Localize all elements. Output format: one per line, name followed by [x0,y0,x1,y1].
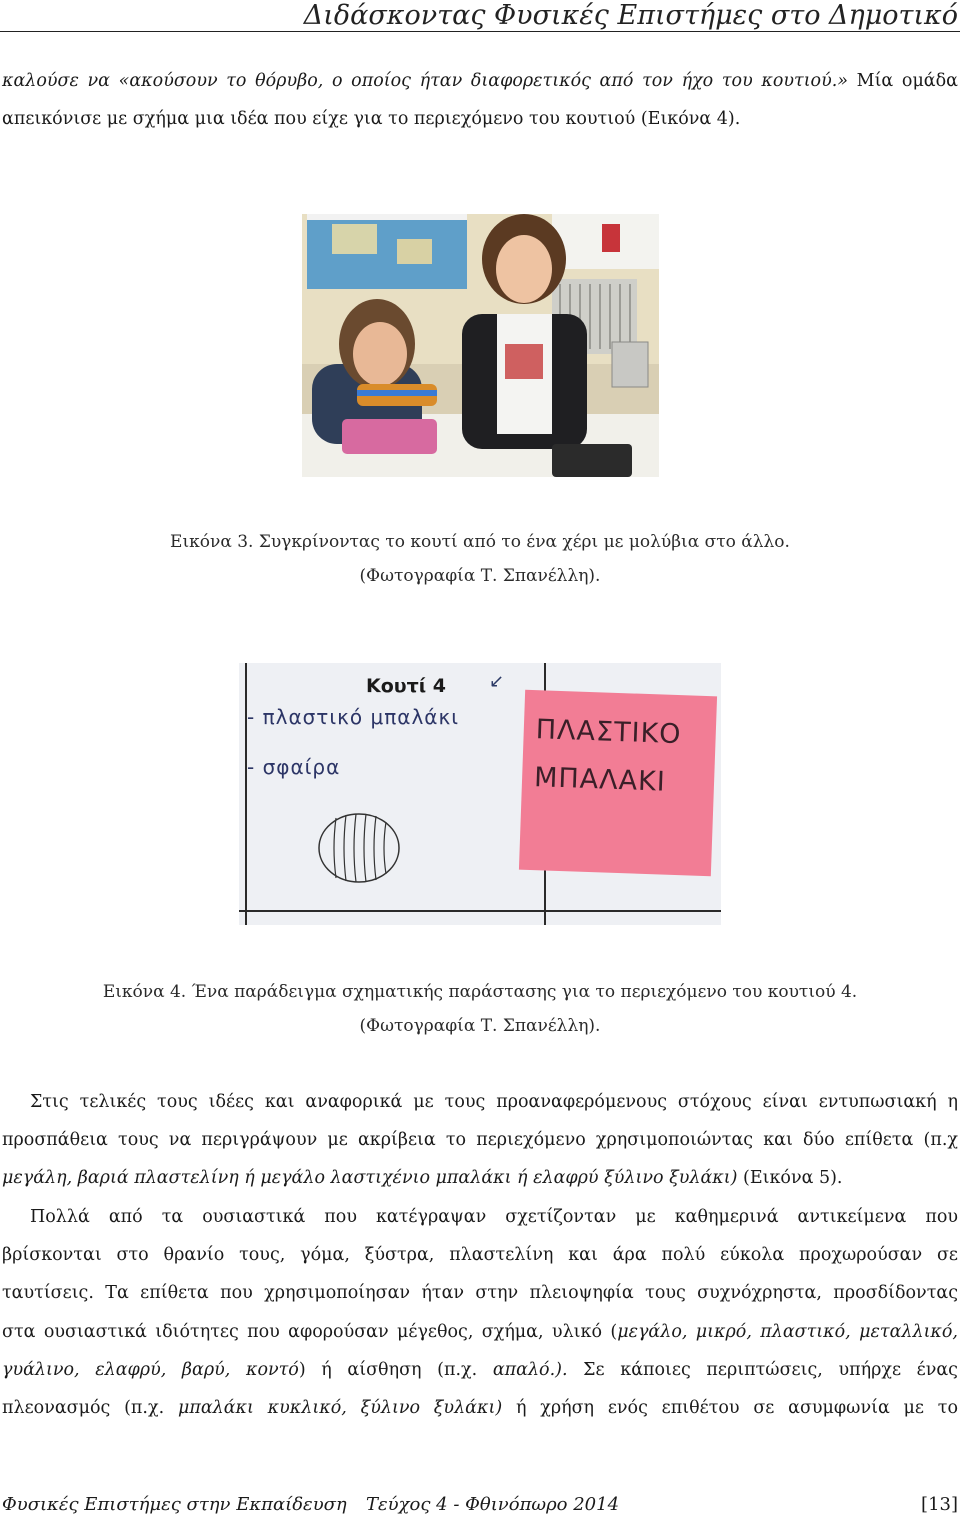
footer-journal: Φυσικές Επιστήμες στην Εκπαίδευση [2,1494,347,1515]
sticky-note [519,690,717,877]
paper-handwritten-line-1: - πλαστικό μπαλάκι [247,705,460,729]
running-header [0,0,960,32]
paragraph-2-line-6: πλεονασμός (π.χ. μπαλάκι κυκλικό, ξύλινο ξυλάκι) ή χρήση ενός επιθέτου σε ασυμφωνία με το [2,1398,959,1418]
classroom-photo-illustration [302,214,659,477]
intro-line-2: απεικόνισε με σχήμα μια ιδέα που είχε για το περιεχόμενο του κουτιού (Εικόνα 4). [2,109,741,129]
paper-heading: Κουτί 4 [366,675,446,697]
arrow-mark: ↙ [489,671,505,692]
figure-3-photo [302,214,659,477]
figure-3-caption: Εικόνα 3. Συγκρίνοντας το κουτί από το ένα χέρι με μολύβια στο άλλο. [170,532,790,552]
paper-left-border [245,663,247,925]
footer-issue: Τεύχος 4 - Φθινόπωρο 2014 [366,1494,620,1515]
paragraph-1-line-1: Στις τελικές τους ιδέες και αναφορικά με τους προαναφερόμενους στόχους είναι εντυπωσιακή η [30,1092,958,1112]
intro-line-1: καλούσε να «ακούσουν το θόρυβο, ο οποίος ήταν διαφορετικός από τον ήχο του κουτιού.» Μία ομάδα [2,71,958,91]
figure-3-credit: (Φωτογραφία Τ. Σπανέλλη). [359,566,601,586]
page-footer [2,1494,958,1526]
paragraph-1-line-3: μεγάλη, βαριά πλαστελίνη ή μεγάλο λαστιχένιο μπαλάκι ή ελαφρύ ξύλινο ξυλάκι) (Εικόνα 5). [2,1168,843,1188]
paper-bottom-border [239,910,721,912]
paper-handwritten-line-2: - σφαίρα [247,755,341,779]
ball-sketch [314,808,404,888]
footer-page-number: [13] [921,1494,958,1515]
figure-4-caption: Εικόνα 4. Ένα παράδειγμα σχηματικής παράστασης για το περιεχόμενο του κουτιού 4. [102,982,858,1002]
paragraph-2-line-2: βρίσκονται στο θρανίο τους, γόμα, ξύστρα, πλαστελίνη και άρα πολύ εύκολα προχωρούσαν σε [2,1245,958,1265]
figure-4-photo [239,663,721,925]
paragraph-2-line-1: Πολλά από τα ουσιαστικά που κατέγραψαν σχετίζονταν με καθημερινά αντικείμενα που [30,1207,958,1227]
paragraph-1-line-2: προσπάθεια τους να περιγράψουν με ακρίβεια το περιεχόμενο χρησιμοποιώντας και δύο επίθετα (π.χ [2,1130,958,1150]
paragraph-2-line-5: γυάλινο, ελαφρύ, βαρύ, κοντό) ή αίσθηση (π.χ. απαλό.). Σε κάποιες περιπτώσεις, υπήρχε ένας [2,1360,958,1380]
paragraph-2-line-4: στα ουσιαστικά ιδιότητες που αφορούσαν μέγεθος, σχήμα, υλικό (μεγάλο, μικρό, πλαστικό, μεταλλικό, [2,1322,958,1342]
sticky-line-2: ΜΠΑΛΑΚΙ [533,762,667,798]
paragraph-2-line-3: ταυτίσεις. Τα επίθετα που χρησιμοποίησαν ήταν στην πλειοψηφία τους συχνόχρηστα, προσδίδοντας [2,1283,958,1303]
header-rule [0,31,960,32]
header-title: Διδάσκοντας Φυσικές Επιστήμες στο Δημοτικό [303,0,958,31]
sticky-line-1: ΠΛΑΣΤΙΚΟ [535,714,682,751]
figure-4-credit: (Φωτογραφία Τ. Σπανέλλη). [359,1016,601,1036]
